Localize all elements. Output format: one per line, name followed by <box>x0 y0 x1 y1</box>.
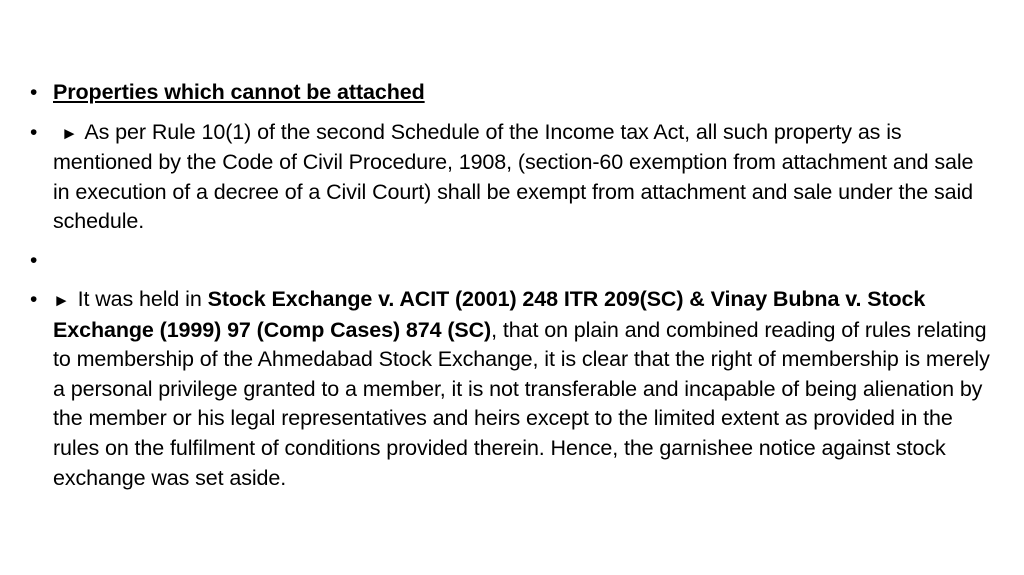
arrow-icon: ► <box>61 123 78 143</box>
section-heading: Properties which cannot be attached <box>53 80 425 104</box>
bullet-rule-10 <box>30 118 990 237</box>
case-intro-text: It was held in <box>71 286 208 311</box>
bullet-case-law <box>30 285 990 493</box>
bullet-heading <box>30 78 990 108</box>
arrow-icon: ► <box>53 290 70 310</box>
bullet-list <box>30 78 990 493</box>
case-holding-text: , that on plain and combined reading of rules relating to membership of the Ahmedabad Stock Exchange, it is clear that the right of membership is merely a personal privilege granted to a member, it is not transferable and incapable of being alienation by the member or his legal representatives and heirs except to the limited extent as provided in the rules on the fulfilment of conditions provided therein. Hence, the garnishee notice against stock exchange was set aside. <box>53 317 990 490</box>
bullet-empty <box>30 246 990 276</box>
case-citation: Stock Exchange v. ACIT (2001) 248 ITR 209(SC) & Vinay Bubna v. Stock Exchange (1999) 97 (Comp Cases) 874 (SC) <box>53 286 926 342</box>
rule-10-text: As per Rule 10(1) of the second Schedule of the Income tax Act, all such property as is mentioned by the Code of Civil Procedure, 1908, (section-60 exemption from attachment and sale in execution of a decree of a Civil Court) shall be exempt from attachment and sale under the said schedule. <box>53 119 974 234</box>
